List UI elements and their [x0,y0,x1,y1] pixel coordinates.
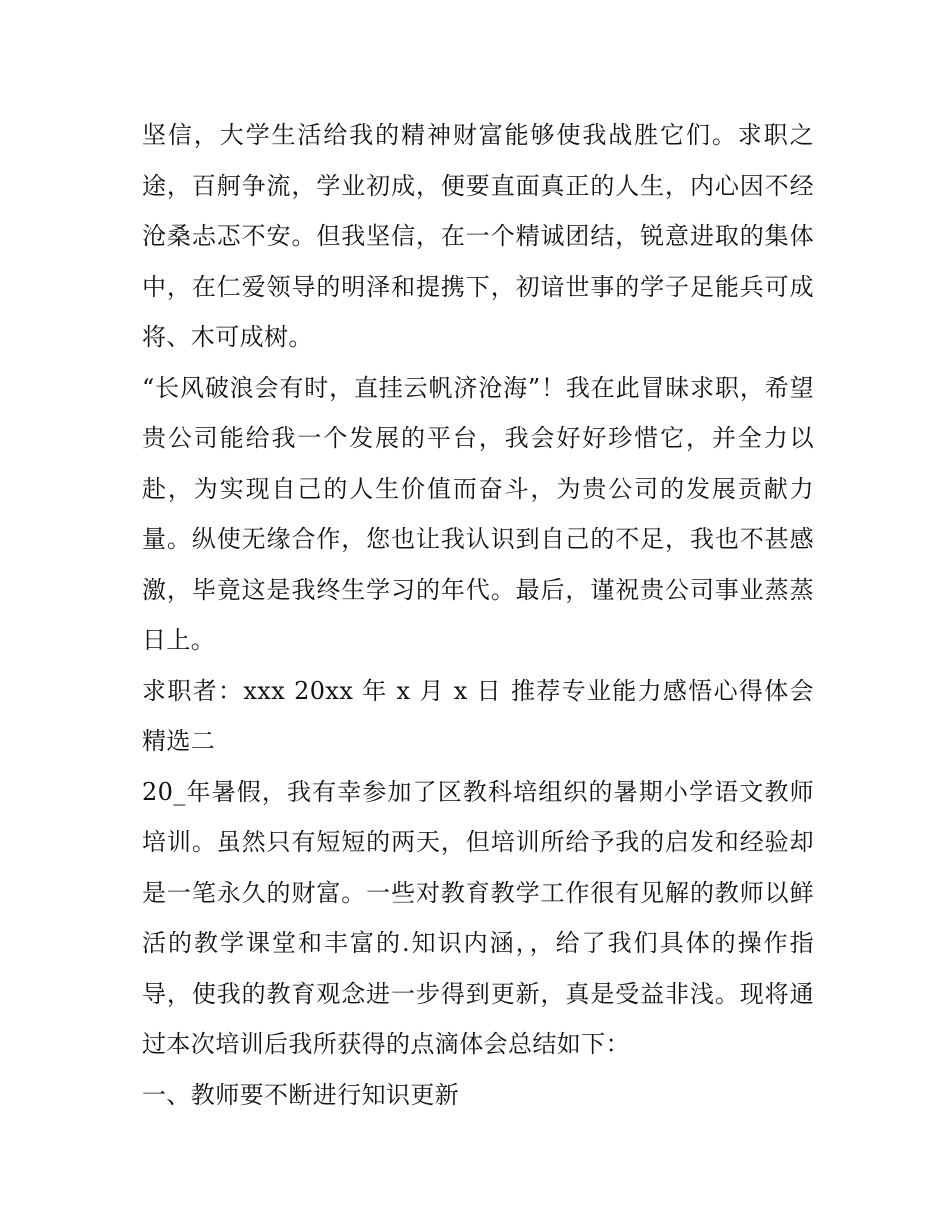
section-heading: 一、教师要不断进行知识更新 [142,1080,460,1109]
document-body [142,110,814,1120]
paragraph-1: 坚信，大学生活给我的精神财富能够使我战胜它们。求职之途，百舸争流，学业初成，便要直面真正的人生，内心因不经沧桑忐忑不安。但我坚信，在一个精诚团结，锐意进取的集体中，在仁爱领导的明泽和提携下，初谙世事的学子足能兵可成将、木可成树。 [142,121,814,351]
paragraph-4: 20_年暑假，我有幸参加了区教科培组织的暑期小学语文教师培训。虽然只有短短的两天，但培训所给予我的启发和经验却是一笔永久的财富。一些对教育教学工作很有见解的教师以鲜活的教学课堂和丰富的.知识内涵，，给了我们具体的操作指导，使我的教育观念进一步得到更新，真是受益非浅。现将通过本次培训后我所获得的点滴体会总结如下： [142,777,814,1058]
paragraph-3: 求职者：xxx 20xx 年 x 月 x 日 推荐专业能力感悟心得体会精选二 [142,676,814,755]
paragraph-2: “长风破浪会有时，直挂云帆济沧海”！我在此冒昧求职，希望贵公司能给我一个发展的平台，我会好好珍惜它，并全力以赴，为实现自己的人生价值而奋斗，为贵公司的发展贡献力量。纵使无缘合作，您也让我认识到自己的不足，我也不甚感激，毕竟这是我终生学习的年代。最后，谨祝贵公司事业蒸蒸日上。 [142,373,814,654]
